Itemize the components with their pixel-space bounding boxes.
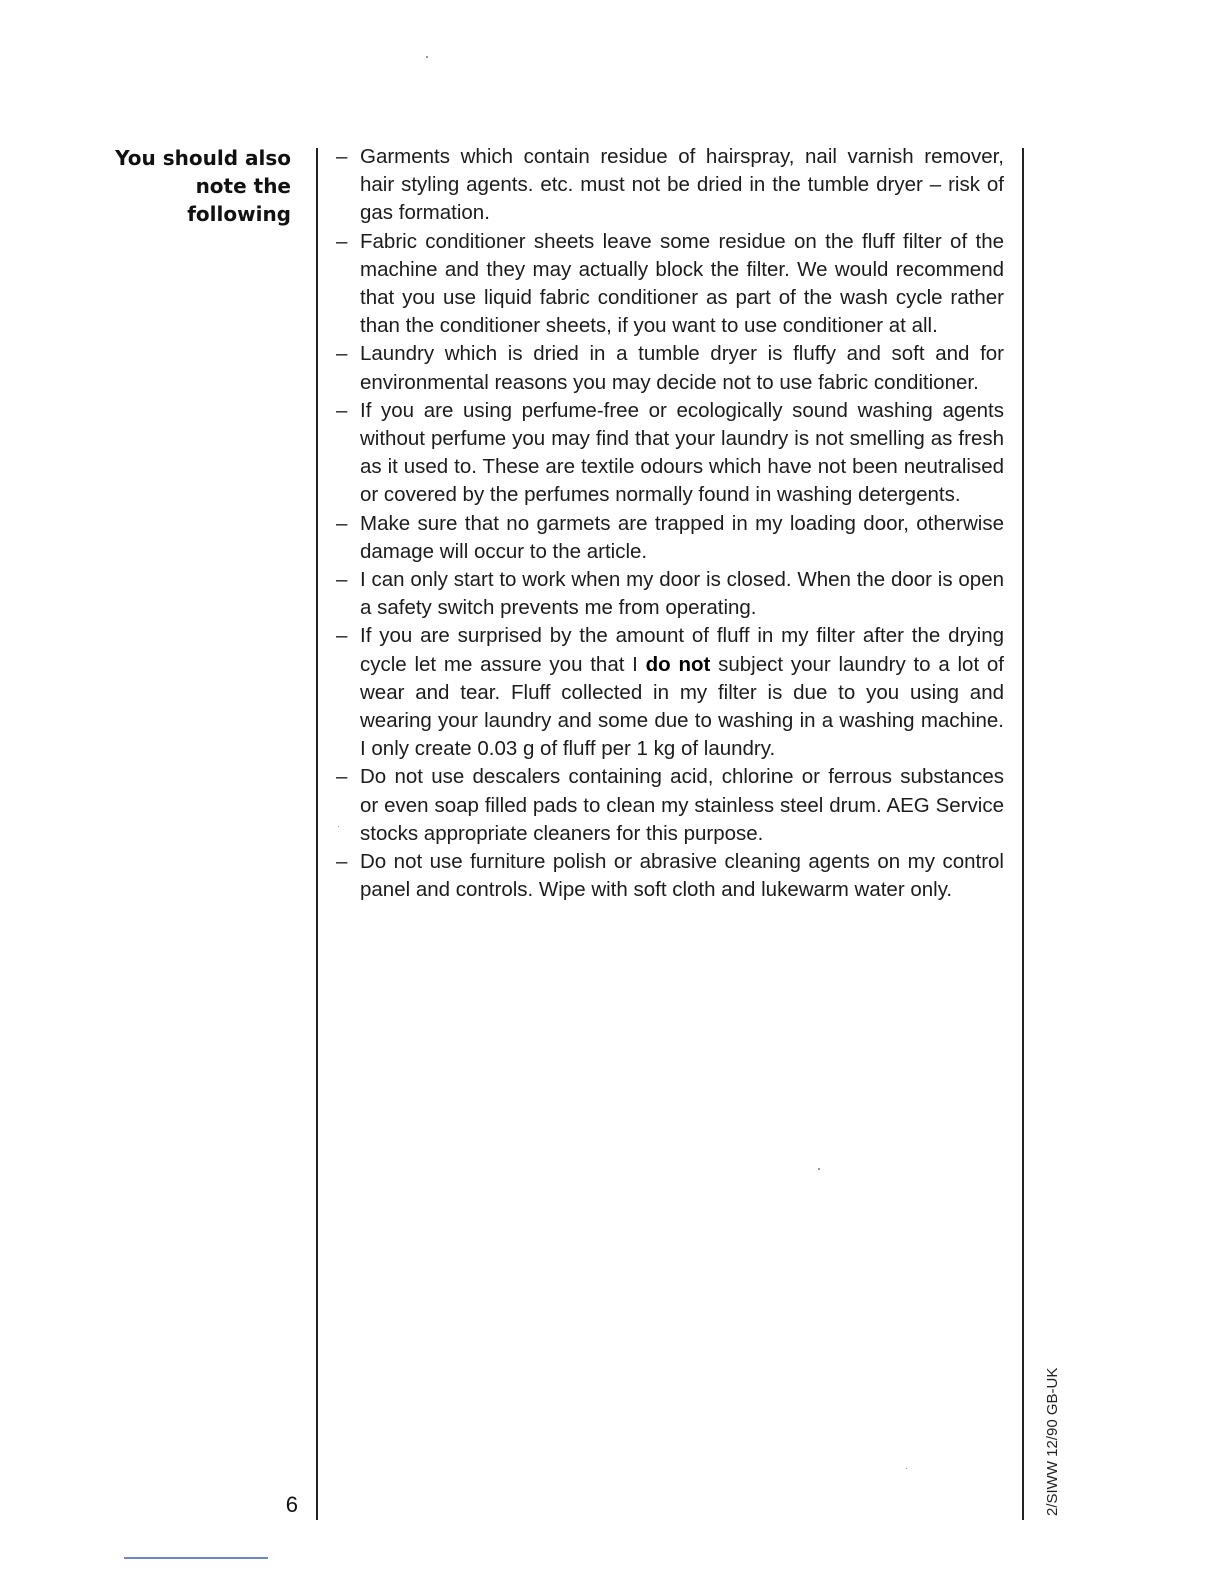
list-dash: –	[336, 568, 348, 592]
note-text: Do not use furniture polish or abrasive cleaning agents on my control panel and controls. Wipe with soft cloth and lukewarm water only.	[360, 850, 1004, 902]
list-dash: –	[336, 229, 348, 253]
note-item-2	[336, 228, 1004, 341]
list-dash: –	[336, 398, 348, 422]
heading-line-3: following	[187, 202, 291, 226]
heading-line-1: You should also	[115, 146, 291, 170]
scan-speck	[818, 1168, 820, 1170]
list-dash: –	[336, 511, 348, 535]
note-item-7	[336, 622, 1004, 763]
scan-speck	[338, 826, 339, 827]
list-dash: –	[336, 145, 348, 168]
note-text-before: If you are surprised by the amount of fluff in my filter after the drying cycle let me assure you that I	[360, 624, 1004, 676]
list-dash: –	[336, 765, 348, 789]
note-text: Fabric conditioner sheets leave some residue on the fluff filter of the machine and they may actually block the filter. We would recommend that you use liquid fabric conditioner as part of the wash cycle rather than the conditioner sheets, if you want to use conditioner at all.	[360, 229, 1004, 338]
scan-speck	[426, 56, 428, 58]
heading-line-2: note the	[195, 174, 291, 198]
list-dash: –	[336, 624, 348, 648]
document-code: 2/SIWW 12/90 GB-UK	[1044, 1367, 1061, 1516]
note-text: Laundry which is dried in a tumble dryer is fluffy and soft and for environmental reasons you may decide not to use fabric conditioner.	[360, 342, 1004, 394]
note-text: Make sure that no garmets are trapped in my loading door, otherwise damage will occur to the article.	[360, 511, 1004, 563]
note-item-8	[336, 763, 1004, 848]
note-item-5	[336, 510, 1004, 566]
note-item-3	[336, 340, 1004, 396]
note-emphasis: do not	[645, 652, 711, 676]
right-column-rule	[1022, 148, 1024, 1520]
note-item-9	[336, 848, 1004, 904]
list-dash: –	[336, 850, 348, 874]
scan-speck	[906, 1468, 907, 1469]
notes-list	[336, 143, 1004, 904]
list-dash: –	[336, 342, 348, 366]
note-item-1	[336, 143, 1004, 228]
note-text: Garments which contain residue of hairspray, nail varnish remover, hair styling agents. etc. must not be dried in the tumble dryer – risk of gas formation.	[360, 145, 1004, 225]
note-text-after: subject your laundry to a lot of wear and tear. Fluff collected in my filter is due to you using and wearing your laundry and some due to washing in a washing machine. I only create 0.03 g of fluff per 1 kg of laundry.	[360, 652, 1004, 761]
section-heading	[60, 144, 291, 228]
note-text: I can only start to work when my door is closed. When the door is open a safety switch prevents me from operating.	[360, 568, 1004, 620]
note-item-6	[336, 566, 1004, 622]
left-column-rule	[316, 148, 318, 1520]
page-number: 6	[285, 1492, 298, 1517]
note-text: If you are using perfume-free or ecologically sound washing agents without perfume you may find that your laundry is not smelling as fresh as it used to. These are textile odours which have not been neutralised or covered by the perfumes normally found in washing detergents.	[360, 398, 1004, 507]
note-text: Do not use descalers containing acid, chlorine or ferrous substances or even soap filled pads to clean my stainless steel drum. AEG Service stocks appropriate cleaners for this purpose.	[360, 765, 1004, 845]
note-item-4	[336, 397, 1004, 510]
footer-underline	[124, 1557, 268, 1559]
